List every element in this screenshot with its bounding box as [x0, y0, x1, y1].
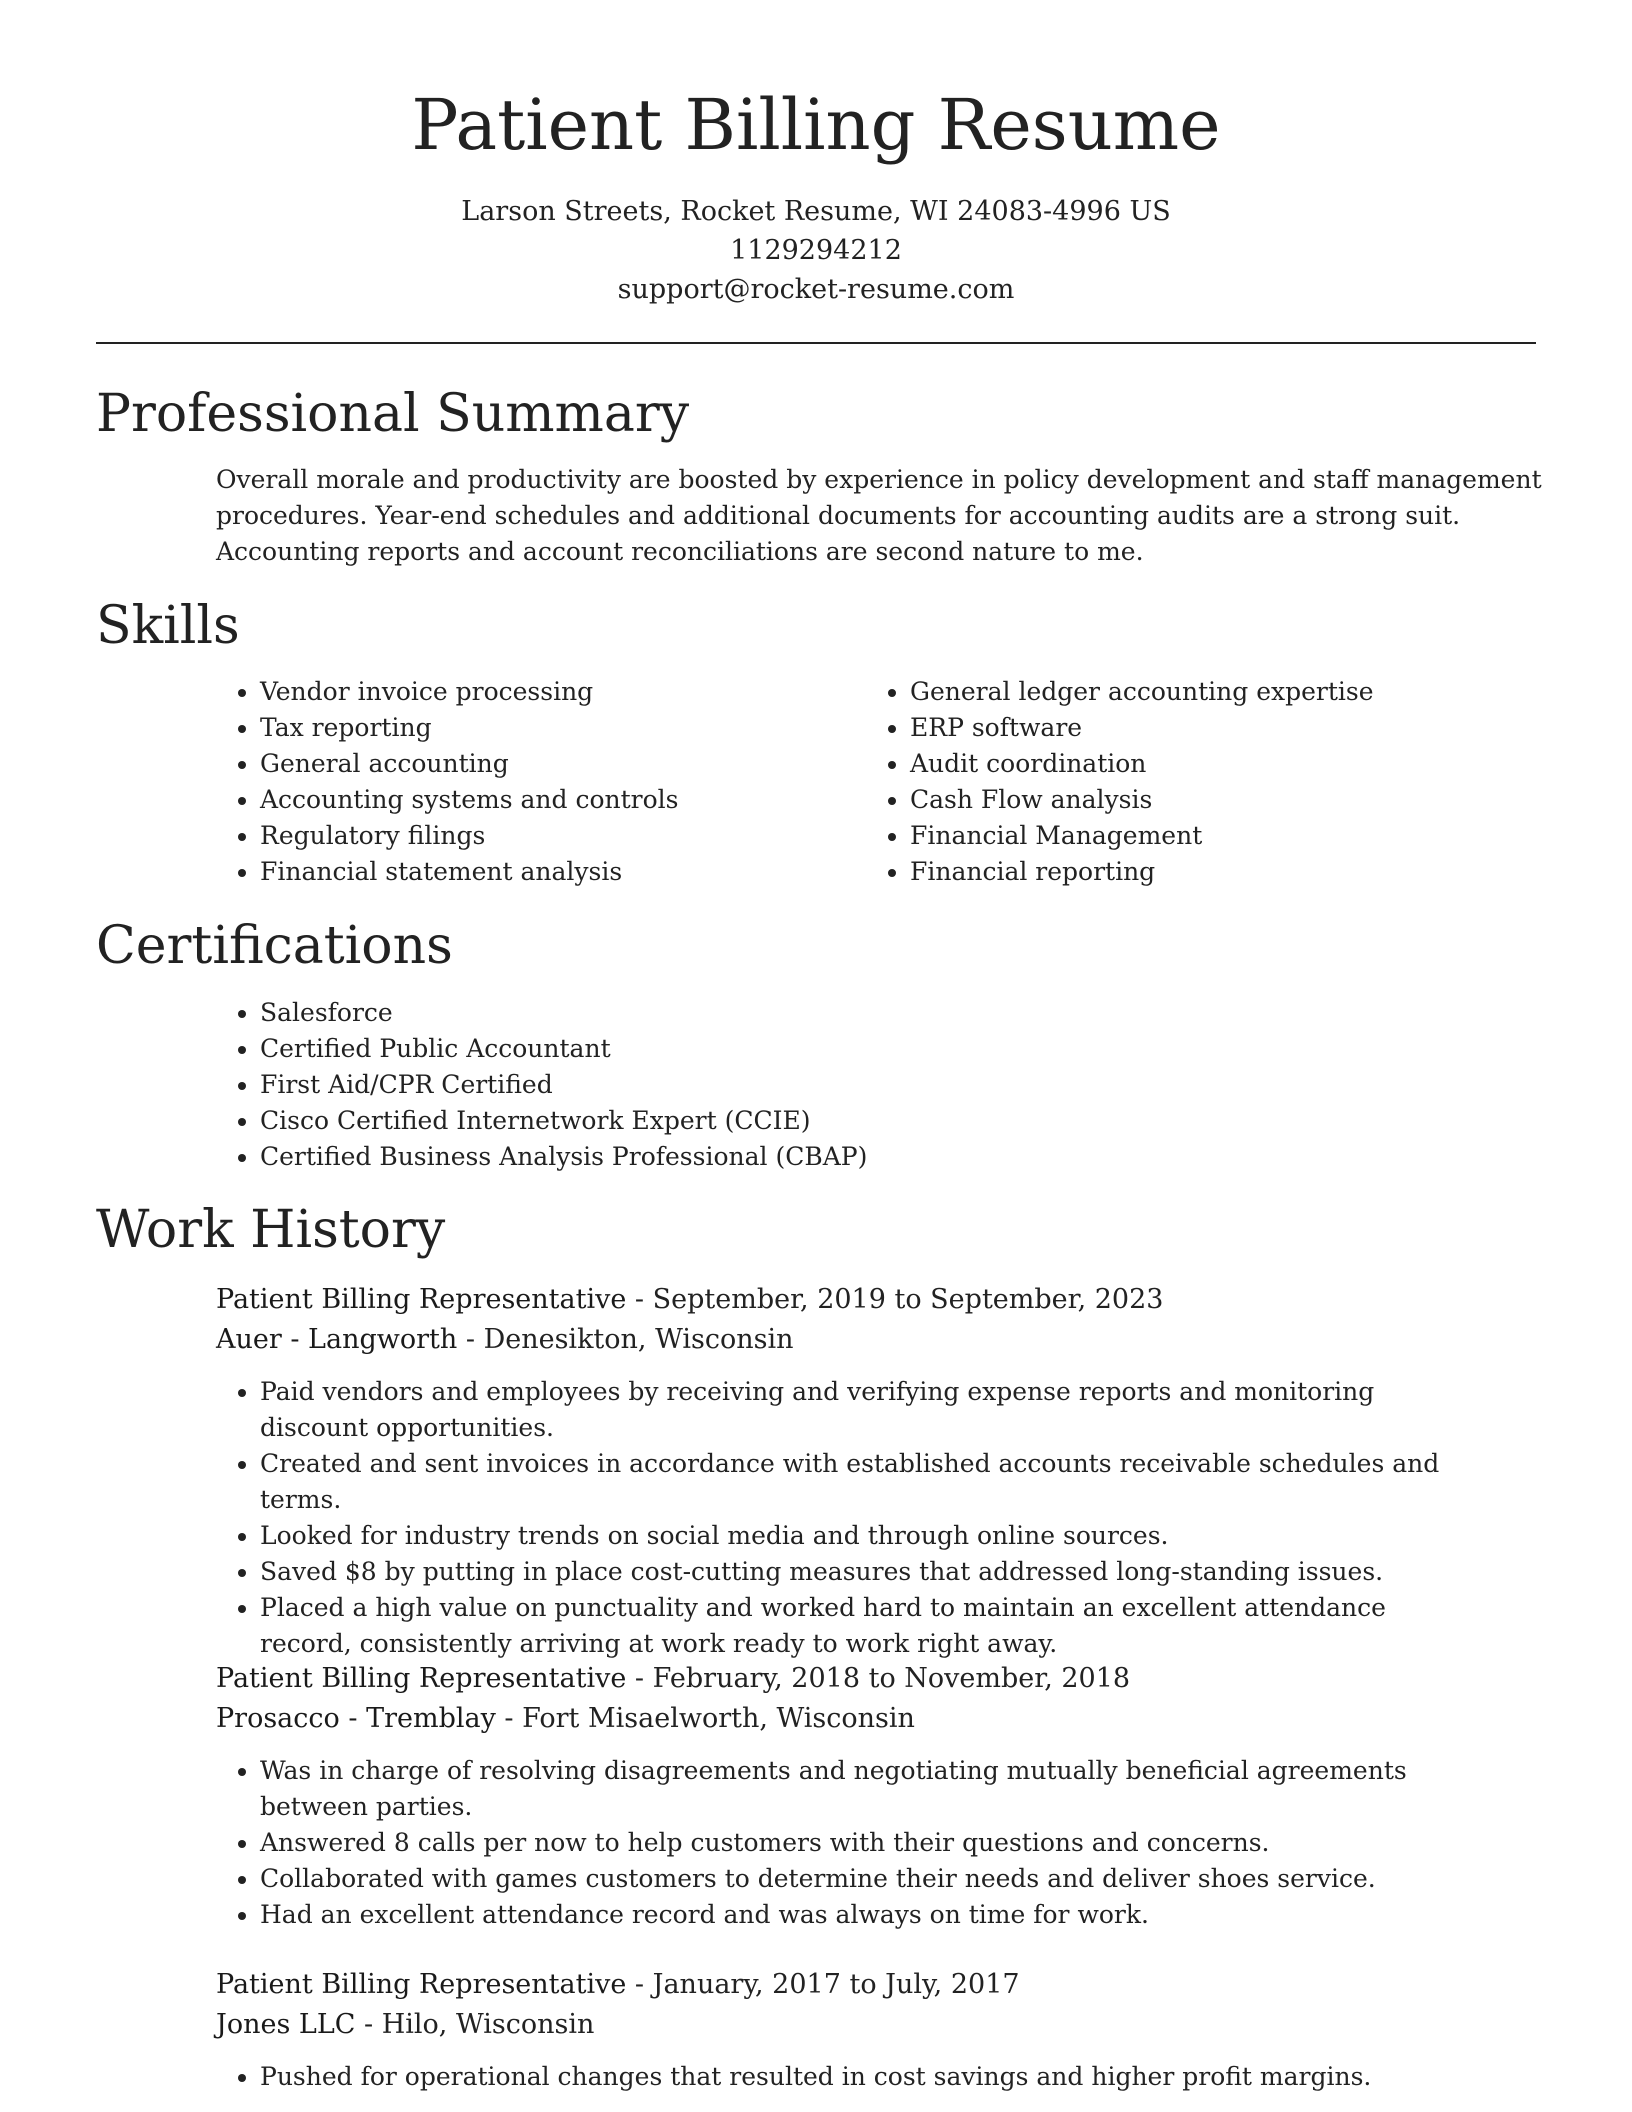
job-entry-2	[216, 1659, 1546, 1933]
job-company: Auer - Langworth	[216, 1324, 458, 1355]
job-entry-1	[216, 1280, 1546, 1662]
separator: -	[457, 1324, 484, 1355]
job-bullets	[216, 1374, 1546, 1662]
separator: -	[495, 1703, 523, 1734]
certification-item: • Cisco Certified Internetwork Expert (CCIE)	[260, 1103, 1516, 1139]
contact-address: Larson Streets, Rocket Resume, WI 24083-4996 US	[461, 196, 1171, 227]
job-bullet: • Answered 8 calls per now to help customers with their questions and concerns.	[260, 1825, 1460, 1861]
job-bullet: • Created and sent invoices in accordance with established accounts receivable schedules and terms.	[260, 1446, 1460, 1518]
separator: -	[626, 1663, 653, 1694]
job-title-line	[216, 1280, 1546, 1320]
job-title-line	[216, 1965, 1546, 2005]
skill-item: • Accounting systems and controls	[260, 782, 856, 818]
resume-header	[0, 80, 1632, 309]
skills-list-right	[866, 674, 1526, 890]
job-company-line	[216, 1320, 1546, 1360]
job-bullets	[216, 2059, 1546, 2095]
job-entry-3	[216, 1965, 1546, 2095]
job-company: Prosacco - Tremblay	[216, 1703, 496, 1734]
header-divider	[96, 342, 1536, 344]
separator: -	[626, 1969, 653, 2000]
job-bullet: • Saved $8 by putting in place cost-cutting measures that addressed long-standing issues.	[260, 1554, 1460, 1590]
contact-block	[0, 192, 1632, 309]
skill-item: • ERP software	[910, 710, 1526, 746]
skills-column-left	[216, 674, 856, 890]
job-location: Denesikton, Wisconsin	[483, 1324, 794, 1355]
contact-email: support@rocket-resume.com	[617, 274, 1015, 305]
job-role: Patient Billing Representative	[216, 1284, 627, 1315]
job-bullet: • Placed a high value on punctuality and worked hard to maintain an excellent attendance record, consistently arriving at work ready to work right away.	[260, 1590, 1460, 1662]
job-bullet: • Paid vendors and employees by receiving and verifying expense reports and monitoring discount opportunities.	[260, 1374, 1460, 1446]
certifications-column	[216, 995, 1516, 1175]
job-bullet: • Pushed for operational changes that resulted in cost savings and higher profit margins.	[260, 2059, 1460, 2095]
job-company: Jones LLC	[216, 2009, 356, 2040]
summary-text: Overall morale and productivity are boosted by experience in policy development and staff management procedures. Year-end schedules and additional documents for accounting audits are a strong suit. Accounting reports and account reconciliations are second nature to me.	[216, 465, 1542, 566]
skill-item: • General accounting	[260, 746, 856, 782]
job-location: Fort Misaelworth, Wisconsin	[522, 1703, 915, 1734]
skill-item: • Regulatory filings	[260, 818, 856, 854]
skill-item: • General ledger accounting expertise	[910, 674, 1526, 710]
separator: -	[355, 2009, 382, 2040]
skill-item: • Cash Flow analysis	[910, 782, 1526, 818]
job-role: Patient Billing Representative	[216, 1663, 627, 1694]
job-bullet: • Was in charge of resolving disagreements and negotiating mutually beneficial agreements between parties.	[260, 1753, 1460, 1825]
job-bullet: • Looked for industry trends on social media and through online sources.	[260, 1518, 1460, 1554]
job-location: Hilo, Wisconsin	[381, 2009, 595, 2040]
work-history-heading: Work History	[96, 1200, 446, 1260]
job-dates: January, 2017 to July, 2017	[652, 1969, 1020, 2000]
certifications-list	[216, 995, 1516, 1175]
job-bullets	[216, 1753, 1546, 1933]
skill-item: • Vendor invoice processing	[260, 674, 856, 710]
separator: -	[626, 1284, 653, 1315]
certification-item: • Salesforce	[260, 995, 1516, 1031]
skills-heading: Skills	[96, 596, 240, 656]
job-company-line	[216, 2005, 1546, 2045]
job-dates: February, 2018 to November, 2018	[652, 1663, 1131, 1694]
skills-list-left	[216, 674, 856, 890]
summary-heading: Professional Summary	[96, 384, 690, 444]
skill-item: • Audit coordination	[910, 746, 1526, 782]
skill-item: • Tax reporting	[260, 710, 856, 746]
job-role: Patient Billing Representative	[216, 1969, 627, 2000]
skill-item: • Financial reporting	[910, 854, 1526, 890]
certification-item: • Certified Public Accountant	[260, 1031, 1516, 1067]
job-title-line	[216, 1659, 1546, 1699]
certifications-heading: Certifications	[96, 916, 453, 976]
skills-column-right	[866, 674, 1526, 890]
certification-item: • First Aid/CPR Certified	[260, 1067, 1516, 1103]
job-dates: September, 2019 to September, 2023	[652, 1284, 1164, 1315]
certification-item: • Certified Business Analysis Professional (CBAP)	[260, 1139, 1516, 1175]
contact-phone: 1129294212	[730, 235, 902, 266]
job-bullet: • Had an excellent attendance record and was always on time for work.	[260, 1897, 1460, 1933]
skill-item: • Financial statement analysis	[260, 854, 856, 890]
job-bullet: • Collaborated with games customers to determine their needs and deliver shoes service.	[260, 1861, 1460, 1897]
resume-name: Patient Billing Resume	[411, 84, 1221, 166]
skill-item: • Financial Management	[910, 818, 1526, 854]
job-company-line	[216, 1699, 1546, 1739]
